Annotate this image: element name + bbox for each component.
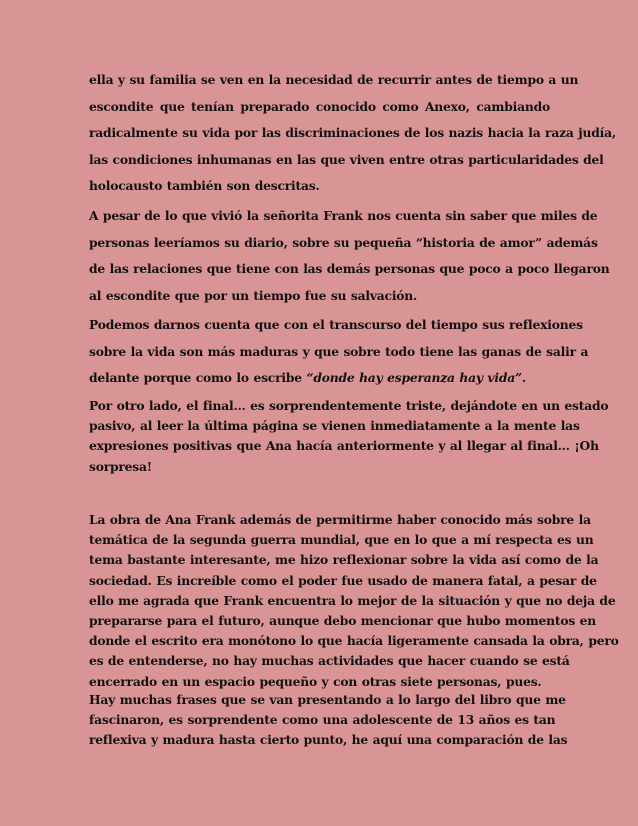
paragraph-6 xyxy=(89,690,568,751)
paragraph-1 xyxy=(89,67,616,200)
text-line: tema bastante interesante, me hizo reflexionar sobre la vida así como de la xyxy=(89,552,599,568)
text-line: radicalmente su vida por las discriminaciones de los nazis hacia la raza judía, xyxy=(89,125,616,141)
text-line: donde el escrito era monótono lo que hacía ligeramente cansada la obra, pero xyxy=(89,633,619,649)
text-line: las condiciones inhumanas en las que viven entre otras particularidades del xyxy=(89,151,604,167)
text-line: sociedad. Es increíble como el poder fue usado de manera fatal, a pesar de xyxy=(89,572,597,588)
text-line: expresiones positivas que Ana hacía anteriormente y al llegar al final… ¡Oh xyxy=(89,438,599,454)
text-line: es de entenderse, no hay muchas actividades que hacer cuando se está xyxy=(89,653,570,669)
text-line: Hay muchas frases que se van presentando a lo largo del libro que me xyxy=(89,692,566,707)
text-line: Podemos darnos cuenta que con el transcurso del tiempo sus reflexiones xyxy=(89,317,583,332)
paragraph-5 xyxy=(89,510,619,692)
text-line: escondite que tenían preparado conocido como Anexo, cambiando xyxy=(89,98,550,114)
text-line: encerrado en un espacio pequeño y con otras siete personas, pues. xyxy=(89,673,542,689)
text-line: Por otro lado, el final… es sorprendentemente triste, dejándote en un estado xyxy=(89,398,609,413)
text-line: al escondite que por un tiempo fue su salvación. xyxy=(89,287,418,303)
text-line: holocausto también son descritas. xyxy=(89,178,320,194)
text-line: La obra de Ana Frank además de permitirme haber conocido más sobre la xyxy=(89,512,591,527)
paragraph-4 xyxy=(89,396,609,477)
paragraph-3 xyxy=(89,312,589,392)
text-line: pasivo, al leer la última página se vienen inmediatamente a la mente las xyxy=(89,418,580,434)
text-line: temática de la segunda guerra mundial, que en lo que a mí respecta es un xyxy=(89,532,594,548)
text-line: sobre la vida son más maduras y que sobre todo tiene las ganas de salir a xyxy=(89,343,589,359)
text-line: ella y su familia se ven en la necesidad de recurrir antes de tiempo a un xyxy=(89,72,579,87)
text-segment: delante porque como lo escribe xyxy=(89,370,302,386)
quote-text: “donde hay esperanza hay vida”. xyxy=(306,370,526,386)
text-line: ello me agrada que Frank encuentra lo mejor de la situación y que no deja de xyxy=(89,592,616,608)
text-line: de las relaciones que tiene con las demás personas que poco a poco llegaron xyxy=(89,261,610,277)
text-line xyxy=(89,365,550,392)
text-line: personas leeríamos su diario, sobre su pequeña “historia de amor” además xyxy=(89,234,598,250)
paragraph-2 xyxy=(89,203,610,309)
text-line: sorpresa! xyxy=(89,458,152,474)
text-line: prepararse para el futuro, aunque debo mencionar que hubo momentos en xyxy=(89,612,597,628)
text-line: reflexiva y madura hasta cierto punto, he aquí una comparación de las xyxy=(89,732,568,748)
text-line: A pesar de lo que vivió la señorita Frank nos cuenta sin saber que miles de xyxy=(89,208,598,223)
text-line: fascinaron, es sorprendente como una adolescente de 13 años es tan xyxy=(89,712,556,728)
